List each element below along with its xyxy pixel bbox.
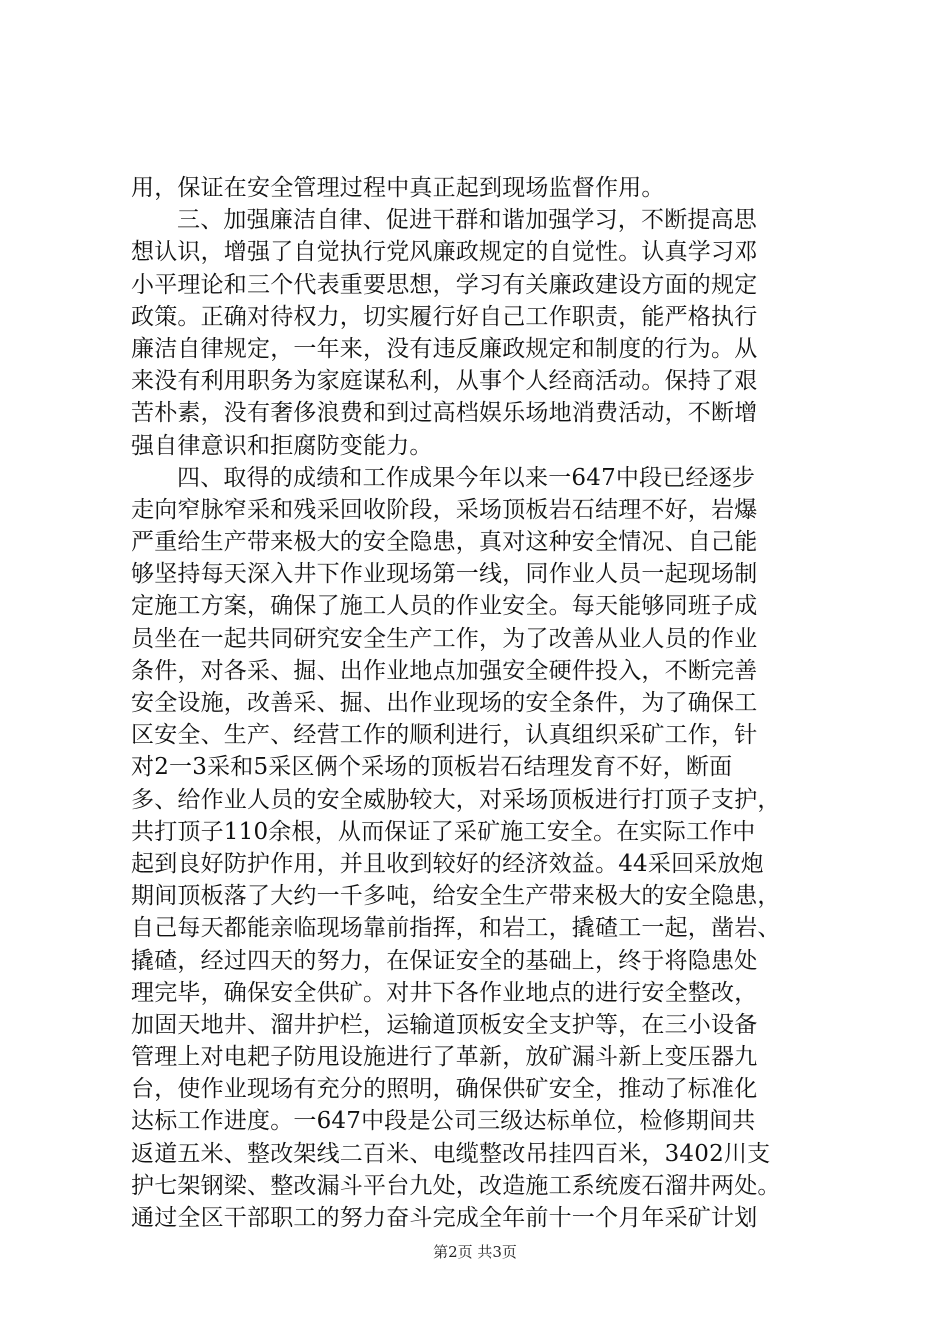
text-line: 来没有利用职务为家庭谋私利，从事个人经商活动。保持了艰 (131, 368, 758, 395)
page-footer (0, 1242, 950, 1262)
text-line: 加固天地井、溜井护栏，运输道顶板安全支护等，在三小设备 (131, 1011, 758, 1038)
paragraph-three-heading-line: 三、加强廉洁自律、促进干群和谐加强学习，不断提高思 (177, 207, 757, 234)
text-line: 苦朴素，没有奢侈浪费和到过高档娱乐场地消费活动，不断增 (131, 400, 758, 427)
text-line: 够坚持每天深入井下作业现场第一线，同作业人员一起现场制 (131, 561, 758, 588)
text-line: 多、给作业人员的安全威胁较大，对采场顶板进行打顶子支护， (131, 786, 781, 813)
text-line: 严重给生产带来极大的安全隐患，真对这种安全情况、自己能 (131, 529, 758, 556)
text-line: 达标工作进度。一647中段是公司三级达标单位，检修期间共 (131, 1108, 756, 1135)
text-line: 期间顶板落了大约一千多吨，给安全生产带来极大的安全隐患， (131, 883, 781, 910)
text-line: 起到良好防护作用，并且收到较好的经济效益。44采回采放炮 (131, 850, 764, 877)
text-line: 小平理论和三个代表重要思想，学习有关廉政建设方面的规定 (131, 271, 758, 298)
text-line: 廉洁自律规定，一年来，没有违反廉政规定和制度的行为。从 (131, 335, 758, 362)
text-line: 政策。正确对待权力，切实履行好自己工作职责，能严格执行 (131, 303, 758, 330)
text-line: 走向窄脉窄采和残采回收阶段，采场顶板岩石结理不好，岩爆 (131, 496, 758, 523)
text-line: 自己每天都能亲临现场靠前指挥，和岩工，撬碴工一起，凿岩、 (131, 915, 781, 942)
text-line: 理完毕，确保安全供矿。对井下各作业地点的进行安全整改， (131, 979, 758, 1006)
text-line: 通过全区干部职工的努力奋斗完成全年前十一个月年采矿计划 (131, 1205, 758, 1231)
text-line: 对2一3采和5采区俩个采场的顶板岩石结理发育不好，断面 (131, 754, 733, 781)
paragraph-four-heading-line: 四、取得的成绩和工作成果今年以来一647中段已经逐步 (177, 464, 756, 491)
text-line: 用，保证在安全管理过程中真正起到现场监督作用。 (131, 175, 665, 201)
text-line: 定施工方案，确保了施工人员的作业安全。每天能够同班子成 (131, 593, 758, 620)
text-line: 护七架钢梁、整改漏斗平台九处，改造施工系统废石溜井两处。 (131, 1172, 781, 1199)
page-number: 第2页 共3页 (433, 1243, 517, 1261)
text-line: 撬碴，经过四天的努力，在保证安全的基础上，终于将隐患处 (131, 947, 758, 974)
text-line: 区安全、生产、经营工作的顺利进行，认真组织采矿工作，针 (131, 722, 758, 749)
text-line: 管理上对电耙子防甩设施进行了革新，放矿漏斗新上变压器九 (131, 1044, 758, 1071)
text-line: 条件，对各采、掘、出作业地点加强安全硬件投入，不断完善 (131, 657, 758, 684)
text-line: 共打顶子110余根，从而保证了采矿施工安全。在实际工作中 (131, 818, 756, 845)
text-line: 台，使作业现场有充分的照明，确保供矿安全，推动了标准化 (131, 1076, 758, 1103)
text-line: 想认识，增强了自觉执行党风廉政规定的自觉性。认真学习邓 (131, 239, 758, 266)
text-line: 安全设施，改善采、掘、出作业现场的安全条件，为了确保工 (131, 690, 758, 716)
text-line: 员坐在一起共同研究安全生产工作，为了改善从业人员的作业 (131, 625, 758, 652)
text-line: 强自律意识和拒腐防变能力。 (131, 432, 433, 459)
document-body (131, 172, 831, 1234)
text-line: 返道五米、整改架线二百米、电缆整改吊挂四百米，3402川支 (131, 1140, 771, 1167)
